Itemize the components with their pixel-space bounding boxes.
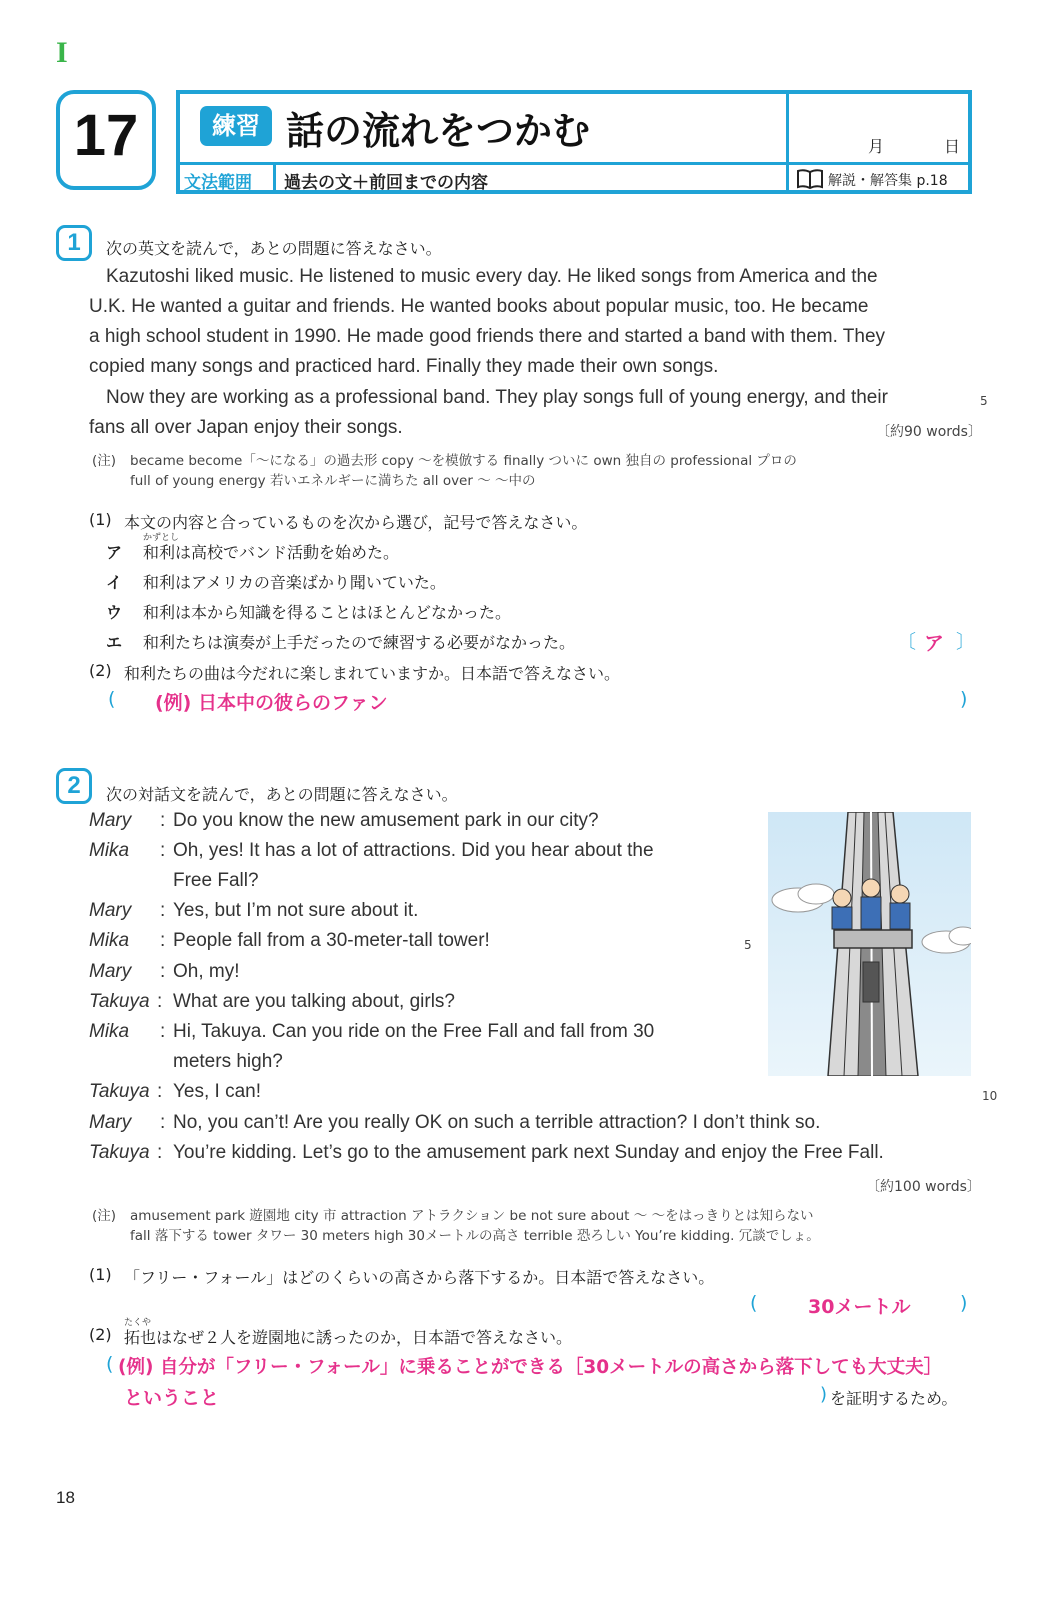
dialogue-speaker: Mary — [89, 961, 132, 982]
dialogue-colon: : — [160, 1021, 166, 1042]
day-label: 日 — [944, 137, 961, 156]
dialogue-speaker: Takuya — [89, 991, 150, 1012]
month-label: 月 — [868, 137, 885, 156]
option-text: 和利はアメリカの音楽ばかり聞いていた。 — [143, 573, 446, 592]
question-text: 本文の内容と合っているものを次から選び，記号で答えなさい。 — [124, 513, 588, 532]
furigana: かずとし — [143, 533, 180, 543]
page-number: 18 — [56, 1488, 75, 1507]
answer-bracket-open: 〔 — [897, 631, 917, 653]
dialogue-line: meters high? — [173, 1051, 283, 1072]
option-key: エ — [106, 633, 123, 652]
answer-q1: ア — [924, 631, 944, 655]
question-number: (2) — [89, 1325, 112, 1344]
answer-q2-line: ということ — [124, 1387, 220, 1409]
line-number: 10 — [982, 1089, 998, 1103]
question-number: (1) — [89, 1265, 112, 1284]
section-2-badge: 2 — [56, 768, 92, 804]
furigana: たくや — [124, 1318, 152, 1328]
dialogue-speaker: Mika — [89, 930, 130, 951]
unit-number: 17 — [73, 103, 139, 168]
passage-line: copied many songs and practiced hard. Finally they made their own songs. — [89, 356, 719, 377]
dialogue-colon: : — [157, 1142, 163, 1163]
answer-q2: (例) 日本中の彼らのファン — [155, 692, 388, 714]
dialogue-speaker: Takuya — [89, 1081, 150, 1102]
answer-q2-line: (例) 自分が「フリー・フォール」に乗ることができる［30メートルの高さから落下しても大丈夫］ — [118, 1357, 943, 1378]
answer-paren-close: ) — [820, 1384, 828, 1405]
passage-line: Kazutoshi liked music. He listened to music every day. He liked songs from America and the — [106, 266, 878, 287]
word-count: 〔約90 words〕 — [876, 424, 982, 440]
option-key: ウ — [106, 603, 123, 622]
section-roman-numeral: I — [56, 36, 68, 69]
answer-paren-open: ( — [750, 1292, 758, 1314]
line-number: 5 — [744, 938, 752, 952]
dialogue-line: People fall from a 30-meter-tall tower! — [173, 930, 490, 951]
answer-q1: 30メートル — [808, 1296, 911, 1318]
answer-paren-close: ) — [960, 688, 968, 710]
dialogue-line: Yes, I can! — [173, 1081, 262, 1102]
answer-reference: 解説・解答集 p.18 — [828, 173, 948, 189]
grammar-scope-label: 文法範囲 — [184, 173, 252, 193]
option-text: 和利は本から知識を得ることはほとんどなかった。 — [143, 603, 512, 622]
question-number: (1) — [89, 510, 112, 529]
dialogue-speaker: Takuya — [89, 1142, 150, 1163]
section-2-instruction: 次の対話文を読んで，あとの問題に答えなさい。 — [106, 785, 458, 804]
passage-line: U.K. He wanted a guitar and friends. He wanted books about popular music, too. He became — [89, 296, 869, 317]
dialogue-colon: : — [160, 961, 166, 982]
notes-line: amusement park 遊園地 city 市 attraction アトラクション be not sure about ～ ～をはっきりとは知らない — [130, 1208, 814, 1224]
grammar-scope-text: 過去の文＋前回までの内容 — [284, 173, 488, 193]
page-title: 話の流れをつかむ — [286, 109, 591, 153]
dialogue-colon: : — [160, 840, 166, 861]
dialogue-colon: : — [157, 1081, 163, 1102]
dialogue-line: Oh, yes! It has a lot of attractions. Did you hear about the — [173, 840, 654, 861]
dialogue-colon: : — [160, 810, 166, 831]
dialogue-line: Oh, my! — [173, 961, 240, 982]
dialogue-colon: : — [160, 900, 166, 921]
book-icon — [796, 168, 824, 194]
option-text: 和利たちは演奏が上手だったので練習する必要がなかった。 — [143, 633, 576, 652]
notes-line: became become「～になる」の過去形 copy ～を模倣する finally ついに own 独自の professional プロの — [130, 453, 797, 469]
dialogue-speaker: Mary — [89, 1112, 132, 1133]
question-number: (2) — [89, 661, 112, 680]
option-text: 和利は高校でバンド活動を始めた。 — [143, 543, 400, 562]
dialogue-colon: : — [157, 991, 163, 1012]
dialogue-speaker: Mary — [89, 810, 132, 831]
notes-label: (注) — [92, 1208, 117, 1224]
question-text: 和利たちの曲は今だれに楽しまれていますか。日本語で答えなさい。 — [124, 664, 621, 683]
dialogue-speaker: Mika — [89, 1021, 130, 1042]
answer-suffix: を証明するため。 — [830, 1389, 958, 1408]
notes-line: full of young energy 若いエネルギーに満ちた all over ～ ～中の — [130, 473, 536, 489]
passage-line: Now they are working as a professional band. They play songs full of young energy, and their — [106, 387, 888, 408]
question-text: 「フリー・フォール」はどのくらいの高さから落下するか。日本語で答えなさい。 — [124, 1268, 715, 1287]
answer-bracket-close: 〕 — [956, 631, 976, 653]
answer-paren-open: ( — [106, 1353, 114, 1375]
notes-label: (注) — [92, 453, 117, 469]
free-fall-tower-illustration — [768, 812, 971, 1076]
option-key: ア — [106, 543, 123, 562]
dialogue-line: You’re kidding. Let’s go to the amusement park next Sunday and enjoy the Free Fall. — [173, 1142, 884, 1163]
notes-line: fall 落下する tower タワー 30 meters high 30メートルの高さ terrible 恐ろしい You’re kidding. 冗談でしょ。 — [130, 1228, 820, 1244]
passage-line: a high school student in 1990. He made good friends there and started a band with them. They — [89, 326, 886, 347]
dialogue-line: Do you know the new amusement park in our city? — [173, 810, 599, 831]
dialogue-speaker: Mary — [89, 900, 132, 921]
practice-badge: 練習 — [200, 106, 272, 146]
passage-line: fans all over Japan enjoy their songs. — [89, 417, 403, 438]
question-text: 拓也はなぜ２人を遊園地に誘ったのか，日本語で答えなさい。 — [124, 1328, 573, 1347]
dialogue-line: Yes, but I’m not sure about it. — [173, 900, 419, 921]
section-1-instruction: 次の英文を読んで，あとの問題に答えなさい。 — [106, 239, 442, 258]
line-number: 5 — [980, 394, 988, 408]
dialogue-line: Hi, Takuya. Can you ride on the Free Fall and fall from 30 — [173, 1021, 655, 1042]
answer-paren-open: ( — [108, 688, 116, 710]
section-1-badge: 1 — [56, 225, 92, 261]
dialogue-line: Free Fall? — [173, 870, 259, 891]
dialogue-colon: : — [160, 1112, 166, 1133]
option-key: イ — [106, 573, 123, 592]
dialogue-colon: : — [160, 930, 166, 951]
dialogue-line: No, you can’t! Are you really OK on such a terrible attraction? I don’t think so. — [173, 1112, 821, 1133]
dialogue-speaker: Mika — [89, 840, 130, 861]
word-count: 〔約100 words〕 — [866, 1179, 981, 1195]
answer-paren-close: ) — [960, 1292, 968, 1314]
dialogue-line: What are you talking about, girls? — [173, 991, 455, 1012]
